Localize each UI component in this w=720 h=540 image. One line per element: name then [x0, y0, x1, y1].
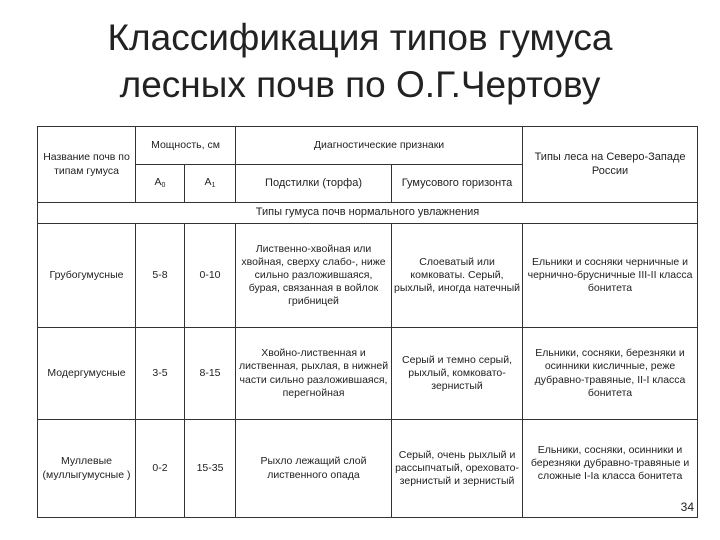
table-row — [38, 328, 698, 420]
section-title: Типы гумуса почв нормального увлажнения — [38, 203, 698, 224]
row-a1: 8-15 — [185, 328, 236, 420]
header-litter: Подстилки (торфа) — [236, 165, 392, 203]
row-litter: Рыхло лежащий слой лиственного опада — [236, 420, 392, 518]
row-soil-name: Муллевые (муллыгумусные ) — [38, 420, 136, 518]
row-forest: Ельники, сосняки, березняки и осинники кисличные, реже дубравно-травяные, II-I класса бонитета — [523, 328, 698, 420]
header-a0: $А_0$ — [136, 165, 185, 203]
section-row — [38, 203, 698, 224]
row-forest: Ельники, сосняки, осинники и березняки дубравно-травяные и сложные I-Ia класса бонитета 34 — [523, 420, 698, 518]
row-humus: Серый, очень рыхлый и рассыпчатый, ореховато-зернистый и зернистый — [392, 420, 523, 518]
row-litter: Хвойно-лиственная и лиственная, рыхлая, в нижней части сильно разложившаяся, перегнойная — [236, 328, 392, 420]
header-soil-name: Название почв по типам гумуса — [38, 127, 136, 203]
header-humus-horizon: Гумусового горизонта — [392, 165, 523, 203]
header-row-1 — [38, 127, 698, 165]
header-a1: $А_1$ — [185, 165, 236, 203]
row-forest: Ельники и сосняки черничные и чернично-брусничные III-II класса бонитета — [523, 224, 698, 328]
row-soil-name: Грубогумусные — [38, 224, 136, 328]
row-humus: Серый и темно серый, рыхлый, комковато-зернистый — [392, 328, 523, 420]
row-soil-name: Модергумусные — [38, 328, 136, 420]
header-forest-types: Типы леса на Северо-Западе России — [523, 127, 698, 203]
table-row — [38, 224, 698, 328]
row-a0: 3-5 — [136, 328, 185, 420]
page-number: 34 — [680, 500, 695, 514]
row-a0: 0-2 — [136, 420, 185, 518]
row-a1: 0-10 — [185, 224, 236, 328]
header-diagnostic: Диагностические признаки — [236, 127, 523, 165]
row-litter: Лиственно-хвойная или хвойная, сверху слабо-, ниже сильно разложившаяся, бурая, связанная в войлок грибницей — [236, 224, 392, 328]
humus-classification-table — [37, 126, 698, 518]
row-a0: 5-8 — [136, 224, 185, 328]
table-row — [38, 420, 698, 518]
slide-title — [0, 14, 720, 108]
slide-title-line-1: Классификация типов гумуса — [107, 17, 613, 58]
row-a1: 15-35 — [185, 420, 236, 518]
row-humus: Слоеватый или комковаты. Серый, рыхлый, иногда натечный — [392, 224, 523, 328]
header-thickness: Мощность, см — [136, 127, 236, 165]
slide-title-line-2: лесных почв по О.Г.Чертову — [119, 64, 601, 105]
